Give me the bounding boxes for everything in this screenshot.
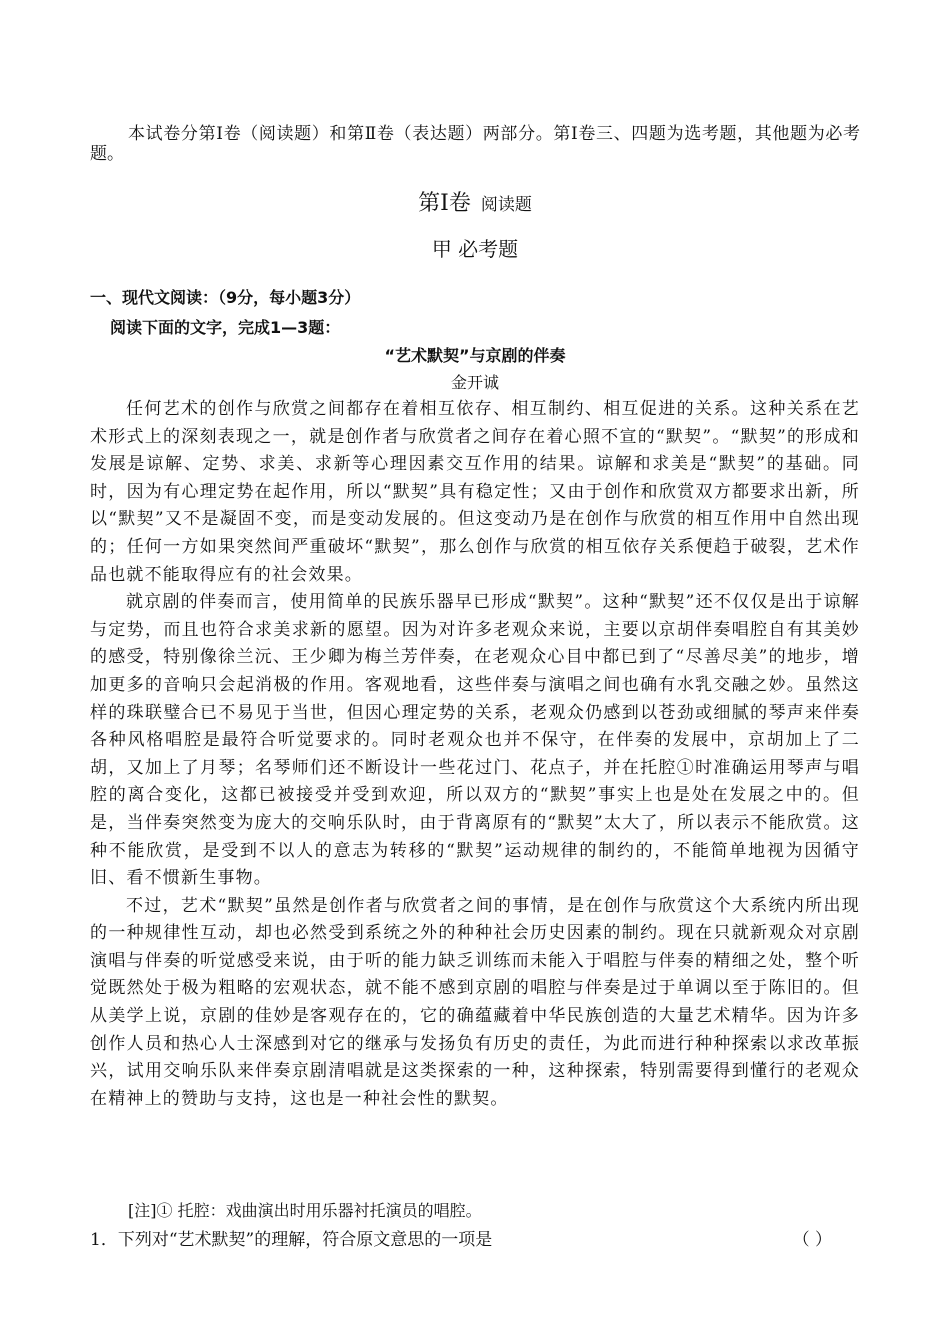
article-footnote: [注]① 托腔：戏曲演出时用乐器衬托演员的唱腔。 xyxy=(128,1201,482,1220)
article-paragraph: 任何艺术的创作与欣赏之间都存在着相互依存、相互制约、相互促进的关系。这种关系在艺术形式上的深刻表现之一，就是创作者与欣赏者之间存在着心照不宣的“默契”。“默契”的形成和发展是谅解、定势、求美、求新等心理因素交互作用的结果。谅解和求美是“默契”的基础。同时，因为有心理定势在起作用，所以“默契”具有稳定性；又由于创作和欣赏双方都要求出新，所以“默契”又不是凝固不变，而是变动发展的。但这变动乃是在创作与欣赏的相互作用中自然出现的；任何一方如果突然间严重破坏“默契”，那么创作与欣赏的相互依存关系便趋于破裂，艺术作品也就不能取得应有的社会效果。 xyxy=(90,399,860,585)
article-paragraph: 不过，艺术“默契”虽然是创作者与欣赏者之间的事情，是在创作与欣赏这个大系统内所出现的一种规律性互动，却也必然受到系统之外的种种社会历史因素的制约。现在只就新观众对京剧演唱与伴奏的听觉感受来说，由于听的能力缺乏训练而未能入于唱腔与伴奏的精细之处，整个听觉既然处于极为粗略的宏观状态，就不能不感到京剧的唱腔与伴奏是过于单调以至于陈旧的。但从美学上说，京剧的佳妙是客观存在的，它的确蕴藏着中华民族创造的大量艺术精华。因为许多创作人员和热心人士深感到对它的继承与发扬负有历史的责任，为此而进行种种探索以求改革振兴，试用交响乐队来伴奏京剧清唱就是这类探索的一种，这种探索，特别需要得到懂行的老观众在精神上的赞助与支持，这也是一种社会性的默契。 xyxy=(90,895,860,1109)
question-1 xyxy=(90,1225,860,1250)
section-instruction: 阅读下面的文字，完成1—3题： xyxy=(110,318,341,337)
volume-title-subtitle: 阅读题 xyxy=(480,195,532,215)
exam-intro: 本试卷分第Ⅰ卷（阅读题）和第Ⅱ卷（表达题）两部分。第Ⅰ卷三、四题为选考题，其他题为必考题。 xyxy=(90,124,860,164)
volume-title-main: 第Ⅰ卷 xyxy=(418,191,471,216)
volume-title xyxy=(0,186,950,217)
article-body xyxy=(90,396,860,1113)
required-section-title: 甲 必考题 xyxy=(431,237,519,261)
section-title: 一、现代文阅读：（9分，每小题3分） xyxy=(90,288,361,307)
question-1-text: 1．下列对“艺术默契”的理解，符合原文意思的一项是 xyxy=(90,1230,493,1250)
answer-paren[interactable]: （ ） xyxy=(792,1230,832,1250)
article-title: “艺术默契”与京剧的伴奏 xyxy=(384,346,566,365)
article-paragraph: 就京剧的伴奏而言，使用简单的民族乐器早已形成“默契”。这种“默契”还不仅仅是出于谅解与定势，而且也符合求美求新的愿望。因为对许多老观众来说，主要以京胡伴奏唱腔自有其美妙的感受，特别像徐兰沅、王少卿为梅兰芳伴奏，在老观众心目中都已到了“尽善尽美”的地步，增加更多的音响只会起消极的作用。客观地看，这些伴奏与演唱之间也确有水乳交融之妙。虽然这样的珠联璧合已不易见于当世，但因心理定势的关系，老观众仍感到以苍劲或细腻的琴声来伴奏各种风格唱腔是最符合听觉要求的。同时老观众也并不保守，在伴奏的发展中，京胡加上了二胡，又加上了月琴；名琴师们还不断设计一些花过门、花点子，并在托腔①时准确运用琴声与唱腔的离合变化，这都已被接受并受到欢迎，所以双方的“默契”事实上也是处在发展之中的。但是，当伴奏突然变为庞大的交响乐队时，由于背离原有的“默契”太大了，所以表示不能欣赏。这种不能欣赏，是受到不以人的意志为转移的“默契”运动规律的制约的，不能简单地视为因循守旧、看不惯新生事物。 xyxy=(90,592,860,889)
article-author: 金开诚 xyxy=(450,373,499,392)
